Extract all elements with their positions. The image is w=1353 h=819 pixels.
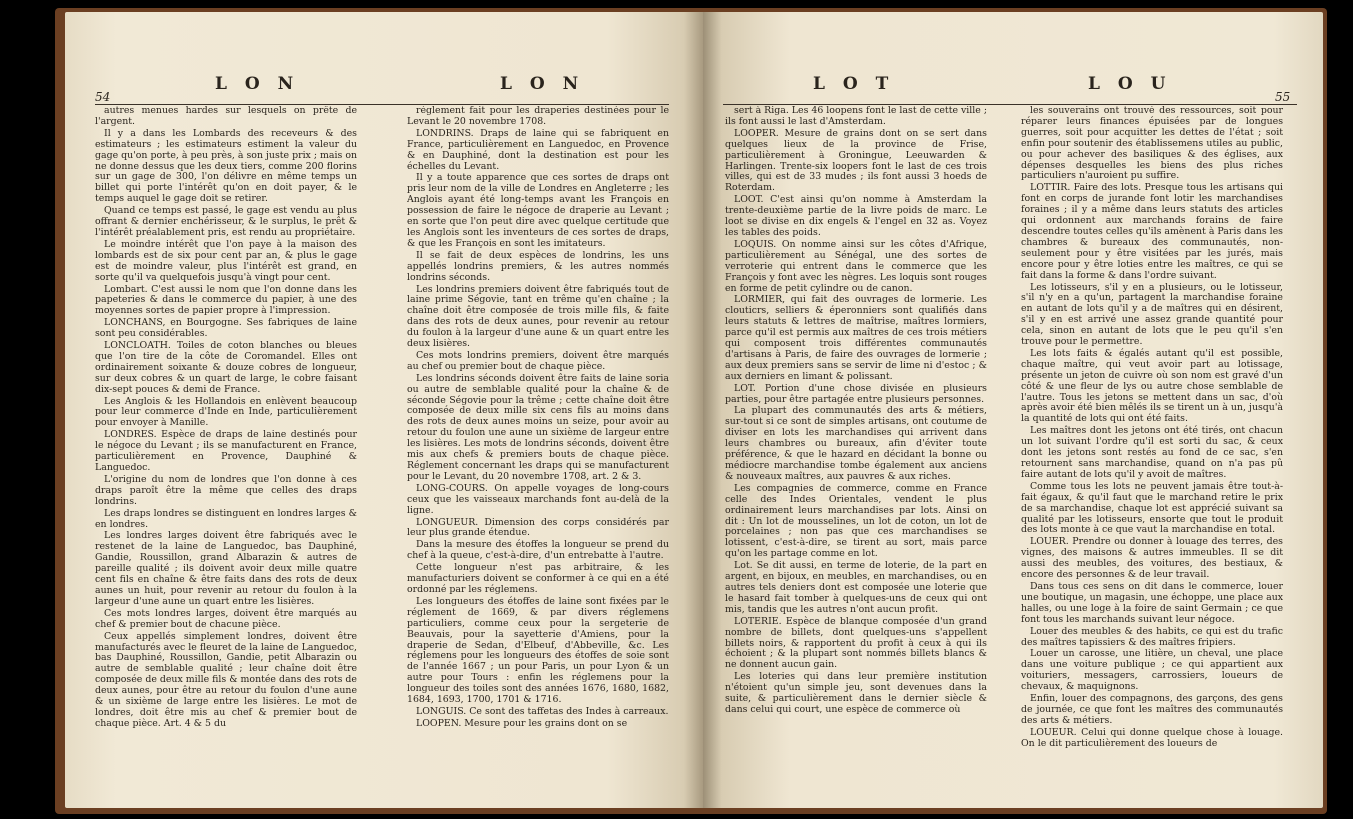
paragraph: LOTERIE. Espèce de blanque composée d'un grand nombre de billets, dont quelques-uns s'appellent billets noirs, & rapportent du profit à ceux à qui ils échoient ; & la plupart sont nommés billets blancs & ne donnent aucun gain.: [725, 615, 987, 671]
paragraph: Dans tous ces sens on dit dans le commerce, louer une boutique, un magasin, une échoppe, une place aux halles, ou une loge à la foire de saint Germain ; ce que font tous les marchands suivant leur négoce.: [1021, 580, 1283, 625]
paragraph: Ceux appellés simplement londres, doivent être manufacturés avec le fleuret de la laine de Languedoc, bas Dauphiné, Roussillon, Gandie, petit Albarazin ou autre de semblable qualité ; leur chaîne doit être composée de deux mille fils & montée dans des rots de deux aunes, pour être au retour du foulon d'une aune & un sixième de large entre les lisières. Le mot de londres, doit être mis au chef & premier bout de chaque pièce. Art. 4 & 5 du: [95, 630, 357, 729]
paragraph: Comme tous les lots ne peuvent jamais être tout-à-fait égaux, & qu'il faut que le marchand retire le prix de sa marchandise, chaque lot est apprécié suivant sa qualité par les lotisseurs, ensorte que tout le produit des lots monte à ce que vaut la marchandise en total.: [1021, 480, 1283, 536]
paragraph: Les lotisseurs, s'il y en a plusieurs, ou le lotisseur, s'il n'y en a qu'un, partagent la marchandise foraine en autant de lots qu'il y a de maîtres qui en désirent, s'il y en est arrivé une assez grande quantité pour cela, sinon en autant de lots que le peu qu'il s'en trouve pour le permettre.: [1021, 281, 1283, 348]
paragraph: LONGUIS. Ce sont des taffetas des Indes à carreaux.: [416, 705, 669, 717]
paragraph: LOTTIR. Faire des lots. Presque tous les artisans qui font en corps de jurande font lotir les marchandises foraines ; il y a même dans leurs statuts des articles qui ordonnent aux marchands forains de faire descendre toutes celles qu'ils amènent à Paris dans les chambres & bureaux des communautés, non-seulement pour y être visitées par les jurés, mais encore pour y être loties entre les maîtres, ce qui se fait dans la forme & dans l'ordre suivant.: [1021, 182, 1283, 281]
left-column-1: [95, 106, 357, 796]
left-column-2: [407, 106, 669, 796]
paragraph: LOOPEN. Mesure pour les grains dont on se: [416, 717, 628, 729]
paragraph: L'origine du nom de londres que l'on donne à ces draps paroît être la même que celles des draps londrins.: [95, 473, 357, 507]
paragraph: Les longueurs des étoffes de laine sont fixées par le réglement de 1669, & par divers réglemens particuliers, comme ceux pour la sergeterie de Beauvais, pour la sayetterie d'Amiens, pour la draperie de Sedan, d'Elbeuf, d'Abbeville, &c. Les réglemens pour les longueurs des étoffes de soie sont de l'année 1667 ; un pour Paris, un pour Lyon & un autre pour Tours : enfin les réglemens pour la longueur des toiles sont des années 1676, 1680, 1682, 1684, 1693, 1700, 1701 & 1716.: [407, 595, 669, 706]
right-page-number: 55: [1275, 90, 1291, 104]
paragraph: Enfin, louer des compagnons, des garçons, des gens de journée, ce que font les maîtres des communautés des arts & métiers.: [1021, 693, 1283, 726]
paragraph: Les lots faits & égalés autant qu'il est possible, chaque maître, qui veut avoir part au lotissage, présente un jeton de cuivre où son nom est gravé d'un côté & une fleur de lys ou autre chose semblable de l'autre. Tous les jetons se mettent dans un sac, d'où après avoir été bien mêlés ils se tirent un à un, jusqu'à la quantité de lots qui ont été faits.: [1021, 347, 1283, 425]
paragraph: Il y a toute apparence que ces sortes de draps ont pris leur nom de la ville de Londres en Angleterre ; les Anglois ayant été long-temps avant les François en possession de faire le négoce de draperie au Levant ; en sorte que l'on peut dire avec quelque certitude que les Anglois sont les inventeurs de ces sortes de draps, & que les François en sont les imitateurs.: [407, 172, 669, 249]
paragraph: Dans la mesure des étoffes la longueur se prend du chef à la queue, c'est-à-dire, d'un entrebatte à l'autre.: [407, 539, 669, 562]
paragraph: Les Anglois & les Hollandois en enlèvent beaucoup pour leur commerce d'Inde en Inde, particulièrement pour envoyer à Manille.: [95, 395, 357, 429]
paragraph: LOOPER. Mesure de grains dont on se sert dans quelques lieux de la province de Frise, particulièrement à Groningue, Leeuwarden & Harlingen. Trente-six loopers font le last de ces trois villes, qui est de 33 mudes ; ils font aussi 3 hoeds de Roterdam.: [725, 127, 987, 194]
right-header-right: L O U: [1088, 74, 1172, 94]
paragraph: LONCHANS, en Bourgogne. Ses fabriques de laine sont peu considérables.: [95, 317, 357, 340]
paragraph: Lombart. C'est aussi le nom que l'on donne dans les papeteries & dans le commerce du papier, à une des moyennes sortes de papier propre à l'impression.: [95, 283, 357, 317]
paragraph: Lot. Se dit aussi, en terme de loterie, de la part en argent, en bijoux, en meubles, en marchandises, ou en autres tels deniers dont est composée une loterie que le hasard fait tomber à quelques-uns de ceux qui ont mis, tandis que les autres n'ont aucun profit.: [725, 560, 987, 615]
left-header-right: L O N: [500, 74, 585, 94]
paragraph: LOQUIS. On nomme ainsi sur les côtes d'Afrique, particulièrement au Sénégal, une des sortes de verroterie qui entrent dans le commerce que les François y font avec les nègres. Les loquis sont rouges en forme de petit cylindre ou de canon.: [725, 238, 987, 294]
left-header-left: L O N: [215, 74, 300, 94]
paragraph: Ces mots londres larges, doivent être marqués au chef & premier bout de chacune pièce.: [95, 607, 357, 630]
left-page: [65, 12, 703, 808]
paragraph: Les londrins séconds doivent être faits de laine soria ou autre de semblable qualité pour la chaîne & de séconde Ségovie pour la trême ; cette chaîne doit être composée de deux mille six cens fils au moins dans des rots de deux aunes moins un seize, pour avoir au retour du foulon une aune un sixième de largeur entre les lisières. Les mots de londrins séconds, doivent être mis aux chefs & premiers bouts de chaque pièce. Réglement concernant les draps qui se manufacturent pour le Levant, du 20 novembre 1708, art. 2 & 3.: [407, 372, 669, 482]
paragraph: Les compagnies de commerce, comme en France celle des Indes Orientales, vendent le plus ordinairement leurs marchandises par lots. Ainsi on dit : Un lot de mousselines, un lot de coton, un lot de porcelaines ; non pas que ces marchandises se lotissent, c'est-à-dire, se tirent au sort, mais parce qu'on les partage comme en lot.: [725, 482, 987, 560]
paragraph: autres menues hardes sur lesquels on prête de l'argent.: [95, 106, 357, 127]
paragraph: Ces mots londrins premiers, doivent être marqués au chef ou premier bout de chaque pièce.: [407, 349, 669, 372]
paragraph: LONCLOATH. Toiles de coton blanches ou bleues que l'on tire de la côte de Coromandel. Elles ont ordinairement soixante & douze cobres de longueur, sur deux cobres & un quart de large, le cobre faisant dix-sept pouces & demi de France.: [95, 340, 357, 395]
right-page: [703, 12, 1323, 808]
paragraph: Les londres larges doivent être fabriqués avec le restenet de la laine de Languedoc, bas Dauphiné, Gandie, Roussillon, grand Albarazin & autres de pareille qualité ; ils doivent avoir deux mille quatre cent fils en chaîne & être faits dans des rots de deux aunes un huit, pour revenir au retour du foulon à la largeur d'une aune un quart entre les lisières.: [95, 530, 357, 607]
paragraph: réglement fait pour les draperies destinées pour le Levant le 20 novembre 1708.: [407, 106, 669, 127]
paragraph: LONG-COURS. On appelle voyages de long-cours ceux que les vaisseaux marchands font au-delà de la ligne.: [407, 482, 669, 516]
paragraph: sert à Riga. Les 46 loopens font le last de cette ville ; ils font aussi le last d'Amsterdam.: [725, 106, 987, 127]
right-header-rule: [723, 104, 1297, 105]
paragraph: Les loteries qui dans leur première institution n'étoient qu'un simple jeu, sont devenues dans la suite, & particulièrement dans le dernier siècle & dans celui qui court, une espèce de commerce où: [725, 671, 987, 715]
paragraph: LOOT. C'est ainsi qu'on nomme à Amsterdam la trente-deuxième partie de la livre poids de marc. Le loot se divise en dix engels & l'engel en 32 as. Voyez les tables des poids.: [725, 194, 987, 238]
paragraph: Il se fait de deux espèces de londrins, les uns appellés londrins premiers, & les autres nommés londrins séconds.: [407, 249, 669, 283]
paragraph: Le moindre intérêt que l'on paye à la maison des lombards est de six pour cent par an, & plus le gage est de moindre valeur, plus l'intérêt est grand, en sorte qu'il va quelquefois jusqu'à vingt pour cent.: [95, 238, 357, 283]
right-column-2: [1021, 106, 1283, 796]
paragraph: Louer des meubles & des habits, ce qui est du trafic des maîtres tapissiers & des maîtres fripiers.: [1021, 625, 1283, 648]
paragraph: Louer un carosse, une litière, un cheval, une place dans une voiture publique ; ce qui appartient aux voituriers, messagers, carrossiers, loueurs de chevaux, & maquignons.: [1021, 648, 1283, 693]
paragraph: les souverains ont trouvé des ressources, soit pour réparer leurs finances épuisées par de longues guerres, soit pour acquitter les dettes de l'état ; soit enfin pour soutenir des établissemens utiles au public, ou pour achever des basiliques & des églises, aux dépenses desquelles les biens des plus riches particuliers n'auroient pu suffire.: [1021, 106, 1283, 182]
paragraph: LORMIER, qui fait des ouvrages de lormerie. Les clouticrs, selliers & éperonniers sont qualifiés dans leurs statuts & lettres de maîtrise, maîtres lormiers, parce qu'il est permis aux maîtres de ces trois métiers qui composent trois différentes communautés d'artisans à Paris, de faire des ouvrages de lormerie ; aux deux premiers sans se servir de lime ni d'estoc ; & aux derniers en limant & polissant.: [725, 294, 987, 382]
right-header-left: L O T: [813, 74, 895, 94]
paragraph: Les londrins premiers doivent être fabriqués tout de laine prime Ségovie, tant en trême qu'en chaîne ; la chaîne doit être composée de trois mille fils, & faite dans des rots de deux aunes, pour revenir au retour du foulon à la largeur d'une aune & un quart entre les deux lisières.: [407, 283, 669, 350]
paragraph: LOUEUR. Celui qui donne quelque chose à louage. On le dit particulièrement des loueurs de: [1021, 726, 1283, 749]
left-page-number: 54: [95, 90, 111, 104]
paragraph: LONDRINS. Draps de laine qui se fabriquent en France, particulièrement en Languedoc, en Provence & en Dauphiné, dont la destination est pour les échelles du Levant.: [407, 127, 669, 172]
paragraph: La plupart des communautés des arts & métiers, sur-tout si ce sont de simples artisans, ont coutume de diviser en lots les marchandises qui arrivent dans leurs chambres ou bureaux, afin d'éviter toute préférence, & que le hazard en décidant la bonne ou médiocre marchandise tombe également aux anciens & nouveaux maîtres, aux pauvres & aux riches.: [725, 405, 987, 482]
paragraph: Cette longueur n'est pas arbitraire, & les manufacturiers doivent se conformer à ce qui en a été ordonné par les réglemens.: [407, 562, 669, 595]
left-header-rule: [95, 104, 669, 105]
paragraph: LONGUEUR. Dimension des corps considérés par leur plus grande étendue.: [407, 516, 669, 539]
paragraph: Les draps londres se distinguent en londres larges & en londres.: [95, 507, 357, 530]
paragraph: Quand ce temps est passé, le gage est vendu au plus offrant & dernier enchérisseur, & le surplus, le prêt & l'intérêt préalablement pris, est rendu au propriétaire.: [95, 205, 357, 238]
paragraph: LOUER. Prendre ou donner à louage des terres, des vignes, des maisons & autres immeubles. Il se dit aussi des meubles, des voitures, des bestiaux, & encore des personnes & de leur travail.: [1021, 536, 1283, 581]
paragraph: Il y a dans les Lombards des receveurs & des estimateurs ; les estimateurs estiment la valeur du gage qu'on porte, à peu près, à son juste prix ; mais on ne donne dessus que les deux tiers, comme 200 florins sur un gage de 300, l'on délivre en même temps un billet qui porte l'intérêt qu'on en doit payer, & le temps auquel le gage doit se retirer.: [95, 127, 357, 205]
right-column-1: [725, 106, 987, 796]
paragraph: LONDRES. Espèce de draps de laine destinés pour le négoce du Levant ; ils se manufacturent en France, particulièrement en Provence, Dauphiné & Languedoc.: [95, 429, 357, 473]
paragraph: Les maîtres dont les jetons ont été tirés, ont chacun un lot suivant l'ordre qu'il est sorti du sac, & ceux dont les jetons sont restés au fond de ce sac, s'en retournent sans marchandise, quand on n'a pas pû faire autant de lots qu'il y avoit de maîtres.: [1021, 425, 1283, 480]
paragraph: LOT. Portion d'une chose divisée en plusieurs parties, pour être partagée entre plusieurs personnes.: [725, 382, 987, 405]
